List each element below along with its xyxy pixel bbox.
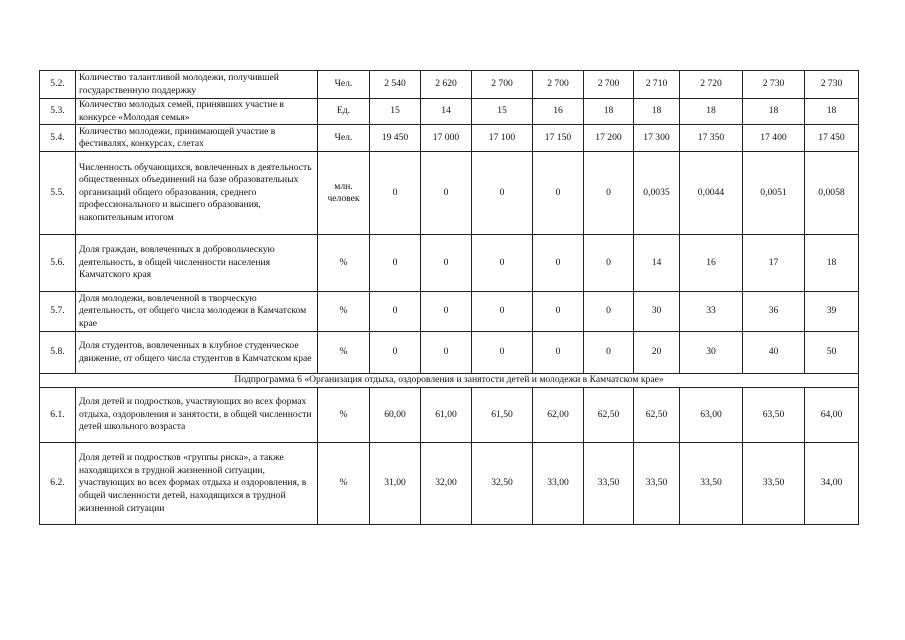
value-cell: 14 (634, 235, 680, 292)
value-cell: 32,50 (472, 443, 533, 525)
indicator-name: Доля молодежи, вовлеченной в творческую деятельность, от общего числа молодежи в Камчатском крае (76, 292, 318, 332)
value-cell: 0 (472, 235, 533, 292)
value-cell: 0,0058 (805, 152, 859, 235)
value-cell: 0 (584, 235, 634, 292)
value-cell: 0 (533, 292, 584, 332)
section-header-row (40, 374, 859, 388)
indicator-name: Доля студентов, вовлеченных в клубное студенческое движение, от общего числа студентов в Камчатском крае (76, 332, 318, 374)
indicator-name: Количество молодежи, принимающей участие в фестивалях, конкурсах, слетах (76, 125, 318, 152)
value-cell: 2 730 (805, 71, 859, 99)
value-cell: 17 400 (743, 125, 805, 152)
value-cell: 19 450 (370, 125, 421, 152)
value-cell: 0 (421, 292, 472, 332)
value-cell: 36 (743, 292, 805, 332)
value-cell: 18 (584, 99, 634, 125)
value-cell: 63,00 (680, 388, 743, 443)
row-number: 6.2. (40, 443, 76, 525)
indicators-table (39, 70, 859, 525)
row-number: 5.7. (40, 292, 76, 332)
value-cell: 60,00 (370, 388, 421, 443)
value-cell: 62,50 (584, 388, 634, 443)
value-cell: 18 (805, 235, 859, 292)
value-cell: 40 (743, 332, 805, 374)
unit-cell: Чел. (318, 71, 370, 99)
value-cell: 17 350 (680, 125, 743, 152)
table-row (40, 99, 859, 125)
value-cell: 30 (680, 332, 743, 374)
value-cell: 0 (370, 292, 421, 332)
unit-cell: Чел. (318, 125, 370, 152)
value-cell: 31,00 (370, 443, 421, 525)
unit-cell: % (318, 235, 370, 292)
value-cell: 33,50 (743, 443, 805, 525)
value-cell: 0 (533, 152, 584, 235)
row-number: 5.8. (40, 332, 76, 374)
row-number: 5.4. (40, 125, 76, 152)
value-cell: 50 (805, 332, 859, 374)
value-cell: 0,0051 (743, 152, 805, 235)
value-cell: 0,0035 (634, 152, 680, 235)
value-cell: 2 700 (584, 71, 634, 99)
value-cell: 20 (634, 332, 680, 374)
table-row (40, 292, 859, 332)
value-cell: 2 710 (634, 71, 680, 99)
indicator-name: Доля граждан, вовлеченных в добровольческую деятельность, в общей численности населения Камчатского края (76, 235, 318, 292)
value-cell: 61,00 (421, 388, 472, 443)
row-number: 5.2. (40, 71, 76, 99)
value-cell: 62,50 (634, 388, 680, 443)
value-cell: 18 (743, 99, 805, 125)
value-cell: 17 000 (421, 125, 472, 152)
value-cell: 0 (421, 332, 472, 374)
value-cell: 0 (370, 152, 421, 235)
row-number: 5.6. (40, 235, 76, 292)
value-cell: 15 (472, 99, 533, 125)
value-cell: 0,0044 (680, 152, 743, 235)
table-row (40, 125, 859, 152)
value-cell: 30 (634, 292, 680, 332)
value-cell: 17 300 (634, 125, 680, 152)
indicator-name: Количество молодых семей, принявших участие в конкурсе «Молодая семья» (76, 99, 318, 125)
value-cell: 33,00 (533, 443, 584, 525)
value-cell: 15 (370, 99, 421, 125)
row-number: 6.1. (40, 388, 76, 443)
unit-cell: % (318, 388, 370, 443)
value-cell: 2 700 (533, 71, 584, 99)
table-row (40, 388, 859, 443)
value-cell: 16 (680, 235, 743, 292)
value-cell: 39 (805, 292, 859, 332)
value-cell: 61,50 (472, 388, 533, 443)
indicator-name: Доля детей и подростков «группы риска», а также находящихся в трудной жизненной ситуации, участвующих во всех формах отдыха и оздоровления, в общей численности детей, находящихся в трудной жизненной ситуации (76, 443, 318, 525)
value-cell: 33,50 (634, 443, 680, 525)
value-cell: 64,00 (805, 388, 859, 443)
unit-cell: % (318, 443, 370, 525)
table-row (40, 235, 859, 292)
value-cell: 16 (533, 99, 584, 125)
table-row (40, 332, 859, 374)
value-cell: 0 (584, 292, 634, 332)
value-cell: 33,50 (584, 443, 634, 525)
value-cell: 17 150 (533, 125, 584, 152)
value-cell: 18 (680, 99, 743, 125)
value-cell: 2 730 (743, 71, 805, 99)
value-cell: 0 (472, 152, 533, 235)
unit-cell: млн. человек (318, 152, 370, 235)
unit-cell: Ед. (318, 99, 370, 125)
value-cell: 32,00 (421, 443, 472, 525)
row-number: 5.3. (40, 99, 76, 125)
unit-cell: % (318, 332, 370, 374)
indicator-name: Численность обучающихся, вовлеченных в деятельность общественных объединений на базе образовательных организаций общего образования, среднего профессионального и высшего образования, накопительным итогом (76, 152, 318, 235)
indicators-table-page (39, 70, 859, 525)
value-cell: 0 (472, 292, 533, 332)
value-cell: 2 700 (472, 71, 533, 99)
value-cell: 17 450 (805, 125, 859, 152)
value-cell: 17 200 (584, 125, 634, 152)
value-cell: 0 (370, 235, 421, 292)
value-cell: 14 (421, 99, 472, 125)
table-row (40, 71, 859, 99)
value-cell: 34,00 (805, 443, 859, 525)
table-row (40, 152, 859, 235)
value-cell: 0 (584, 152, 634, 235)
value-cell: 33,50 (680, 443, 743, 525)
value-cell: 18 (805, 99, 859, 125)
table-row (40, 443, 859, 525)
row-number: 5.5. (40, 152, 76, 235)
value-cell: 2 720 (680, 71, 743, 99)
value-cell: 18 (634, 99, 680, 125)
value-cell: 62,00 (533, 388, 584, 443)
value-cell: 2 620 (421, 71, 472, 99)
indicator-name: Количество талантливой молодежи, получившей государственную поддержку (76, 71, 318, 99)
value-cell: 63,50 (743, 388, 805, 443)
value-cell: 17 (743, 235, 805, 292)
indicator-name: Доля детей и подростков, участвующих во всех формах отдыха, оздоровления и занятости, в общей численности детей школьного возраста (76, 388, 318, 443)
value-cell: 33 (680, 292, 743, 332)
value-cell: 0 (421, 235, 472, 292)
value-cell: 0 (533, 235, 584, 292)
value-cell: 0 (472, 332, 533, 374)
value-cell: 0 (584, 332, 634, 374)
table-body (40, 71, 859, 525)
unit-cell: % (318, 292, 370, 332)
value-cell: 0 (533, 332, 584, 374)
value-cell: 17 100 (472, 125, 533, 152)
value-cell: 2 540 (370, 71, 421, 99)
section-title: Подпрограмма 6 «Организация отдыха, оздоровления и занятости детей и молодежи в Камчатском крае» (40, 374, 859, 388)
value-cell: 0 (370, 332, 421, 374)
value-cell: 0 (421, 152, 472, 235)
